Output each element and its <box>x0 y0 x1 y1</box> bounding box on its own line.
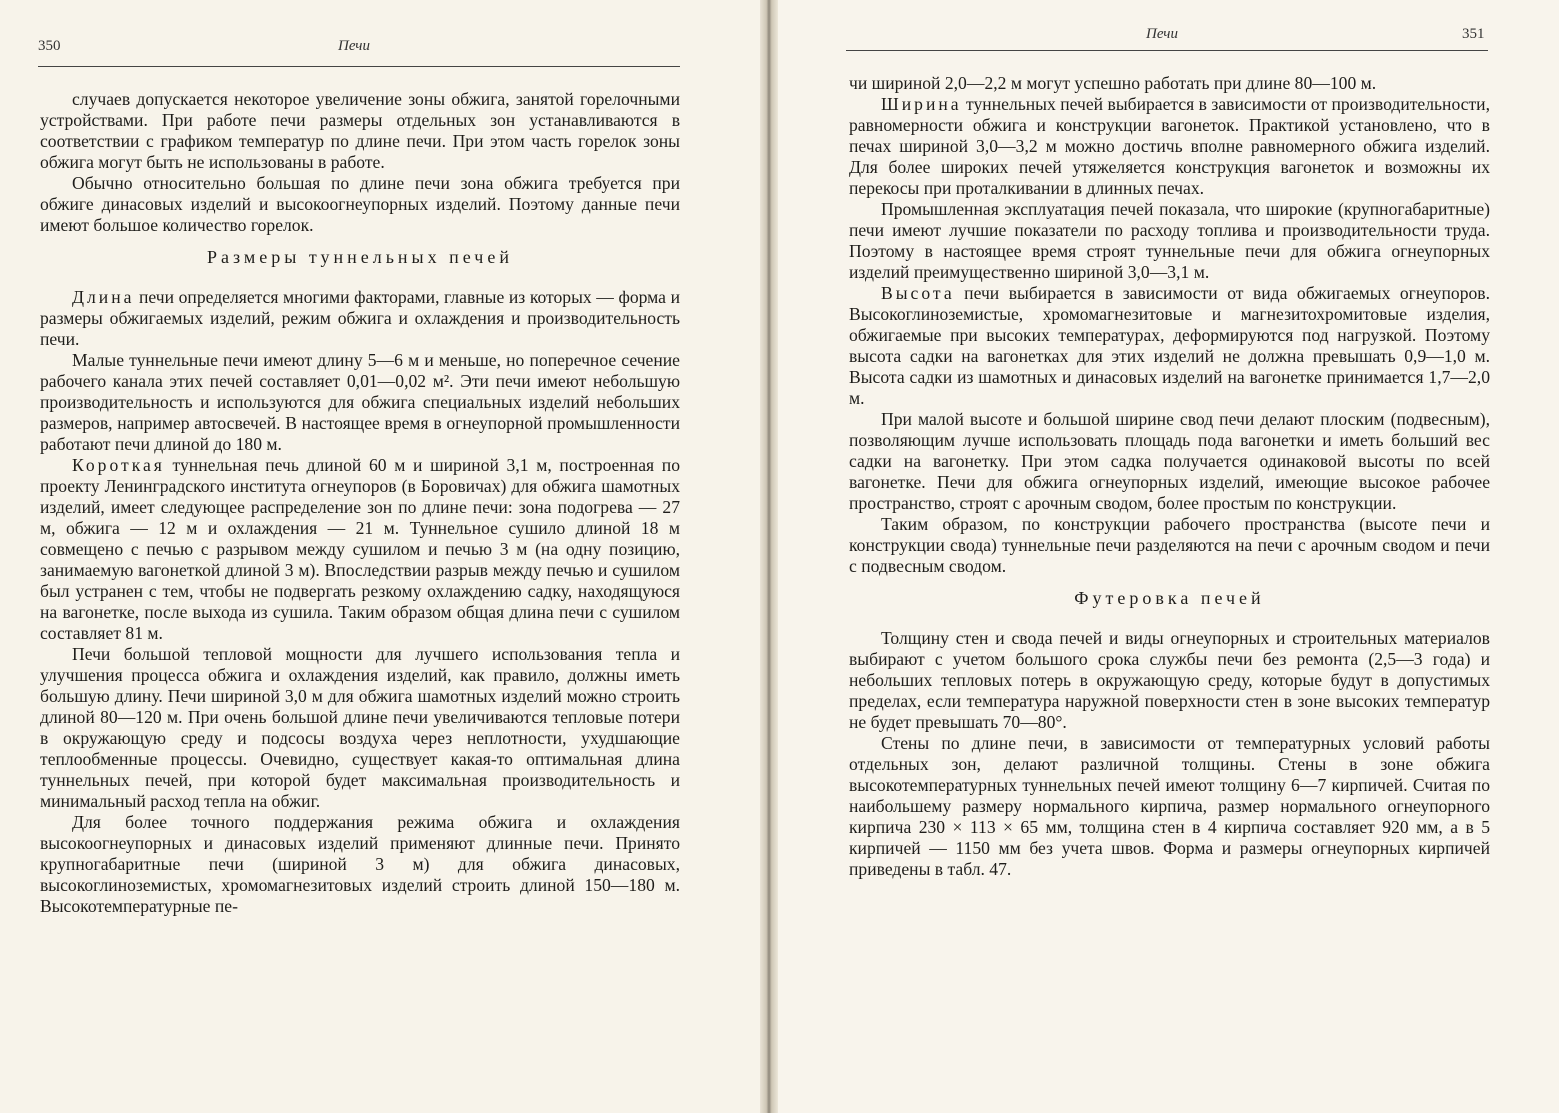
paragraph-text: Стены по длине печи, в зависимости от температурных условий работы отдельных зон, делают различной толщины. Стены в зоне обжига высокотемпературных туннельных печей имеют толщину 6—7 кирпичей. Считая по наибольшему размеру нормального кирпича, размер нормального огнеупорного кирпича 230 × 113 × 65 мм, толщина стен в 4 кирпича составляет 920 мм, а в 5 кирпичей — 1150 мм без учета швов. Форма и размеры огнеупорных кирпичей приведены в табл. 47. <box>849 733 1490 879</box>
right-page <box>778 0 1559 1113</box>
paragraph <box>40 812 680 917</box>
paragraph <box>849 73 1490 94</box>
paragraph-text: Промышленная эксплуатация печей показала, что широкие (крупногабаритные) печи имеют лучшие показатели по расходу топлива и производительности труда. Поэтому в настоящее время строят туннельные печи для обжига огнеупорных изделий преимущественно шириной 3,0—3,1 м. <box>849 199 1490 282</box>
spaced-lead-word: Короткая <box>72 455 165 475</box>
paragraph <box>849 733 1490 880</box>
paragraph <box>849 514 1490 577</box>
paragraph-text: печи определяется многими факторами, главные из которых — форма и размеры обжигаемых изделий, режим обжига и охлаждения и производительность печи. <box>40 287 680 349</box>
header-rule <box>846 50 1488 51</box>
paragraph <box>40 455 680 644</box>
paragraph-text: туннельная печь длиной 60 м и шириной 3,1 м, построенная по проекту Ленинградского института огнеупоров (в Боровичах) для обжига шамотных изделий, имеет следующее распределение зон по длине печи: зона подогрева — 27 м, обжига — 12 м и охлаждения — 21 м. Туннельное сушило длиной 18 м совмещено с печью с разрывом между сушилом и печью 3 м (на одну позицию, занимаемую вагонеткой длиной 3 м). Впоследствии разрыв между печью и сушилом был устранен с тем, чтобы не подвергать резкому охлаждению садку, находящуюся на вагонетке, после выхода из сушила. Таким образом общая длина печи с сушилом составляет 81 м. <box>40 455 680 643</box>
paragraph <box>40 287 680 350</box>
book-gutter <box>760 0 778 1113</box>
header-rule <box>38 66 680 67</box>
spaced-lead-word: Высота <box>881 283 955 303</box>
paragraph-text: Толщину стен и свода печей и виды огнеупорных и строительных материалов выбирают с учетом большого срока службы печи без ремонта (2,5—3 года) и небольших тепловых потерь в окружающую среду, которые будут в допустимых пределах, если температура наружной поверхности стен в зоне высоких температур не будет превышать 70—80°. <box>849 628 1490 732</box>
right-page-text <box>849 73 1490 880</box>
paragraph <box>849 94 1490 199</box>
running-head: Печи <box>1146 26 1178 42</box>
paragraph <box>849 409 1490 514</box>
paragraph-text: туннельных печей выбирается в зависимости от производительности, равномерности обжига и конструкции вагонеток. Практикой установлено, что в печах шириной 3,0—3,2 м можно достичь вполне равномерного обжига изделий. Для более широких печей утяжеляется конструкция вагонеток и возможны их перекосы при проталкивании в длинных печах. <box>849 94 1490 198</box>
paragraph <box>40 644 680 812</box>
paragraph-text: Печи большой тепловой мощности для лучшего использования тепла и улучшения процесса обжига и охлаждения изделий, как правило, должны иметь большую длину. Печи шириной 3,0 м для обжига шамотных изделий можно строить длиной 80—120 м. При очень большой длине печи увеличиваются тепловые потери в окружающую среду и подсосы воздуха через неплотности, ухудшающие теплообменные процессы. Очевидно, существует какая-то оптимальная длина туннельных печей, при которой будет максимальная производительность и минимальный расход тепла на обжиг. <box>40 644 680 811</box>
paragraph-text: Обычно относительно большая по длине печи зона обжига требуется при обжиге динасовых изделий и высокоогнеупорных изделий. Поэтому данные печи имеют большое количество горелок. <box>40 173 680 235</box>
paragraph-text: случаев допускается некоторое увеличение зоны обжига, занятой горелочными устройствами. При работе печи размеры отдельных зон устанавливаются в соответствии с графиком температур по длине печи. При этом часть горелок зоны обжига могут быть не использованы в работе. <box>40 89 680 172</box>
paragraph <box>849 628 1490 733</box>
page-number: 351 <box>1462 26 1485 42</box>
paragraph <box>40 350 680 455</box>
spaced-lead-word: Ширина <box>881 94 962 114</box>
left-page-text <box>40 89 680 917</box>
spaced-lead-word: Длина <box>72 287 135 307</box>
paragraph-text: Для более точного поддержания режима обжига и охлаждения высокоогнеупорных и динасовых изделий применяют длинные печи. Принято крупногабаритные печи (шириной 3 м) для обжига динасовых, высокоглиноземистых, хромомагнезитовых изделий строить длиной 150—180 м. Высокотемпературные пе- <box>40 812 680 916</box>
section-heading: Футеровка печей <box>1074 588 1265 608</box>
paragraph-text: чи шириной 2,0—2,2 м могут успешно работать при длине 80—100 м. <box>849 73 1377 93</box>
running-head: Печи <box>338 38 370 54</box>
paragraph <box>40 89 680 173</box>
paragraph <box>40 173 680 236</box>
page-number: 350 <box>38 38 61 54</box>
paragraph-text: Малые туннельные печи имеют длину 5—6 м и меньше, но поперечное сечение рабочего канала этих печей составляет 0,01—0,02 м². Эти печи имеют небольшую производительность и используются для обжига специальных изделий небольших размеров, например автосвечей. В настоящее время в огнеупорной промышленности работают печи длиной до 180 м. <box>40 350 680 454</box>
left-page <box>0 0 760 1113</box>
paragraph <box>849 199 1490 283</box>
section-heading: Размеры туннельных печей <box>207 247 513 267</box>
paragraph-text: печи выбирается в зависимости от вида обжигаемых огнеупоров. Высокоглиноземистые, хромомагнезитовые и магнезитохромитовые изделия, обжигаемые при высоких температурах, деформируются под нагрузкой. Поэтому высота садки на вагонетках для этих изделий не должна превышать 0,9—1,0 м. Высота садки из шамотных и динасовых изделий на вагонетке принимается 1,7—2,0 м. <box>849 283 1490 408</box>
paragraph <box>849 283 1490 409</box>
paragraph-text: Таким образом, по конструкции рабочего пространства (высоте печи и конструкции свода) туннельные печи разделяются на печи с арочным сводом и печи с подвесным сводом. <box>849 514 1490 576</box>
paragraph-text: При малой высоте и большой ширине свод печи делают плоским (подвесным), позволяющим лучше использовать площадь пода вагонетки и иметь больший вес садки на вагонетку. При этом садка получается одинаковой высоты по всей вагонетке. Печи для обжига огнеупорных изделий, имеющие высокое рабочее пространство, строят с арочным сводом, более простым по конструкции. <box>849 409 1490 513</box>
